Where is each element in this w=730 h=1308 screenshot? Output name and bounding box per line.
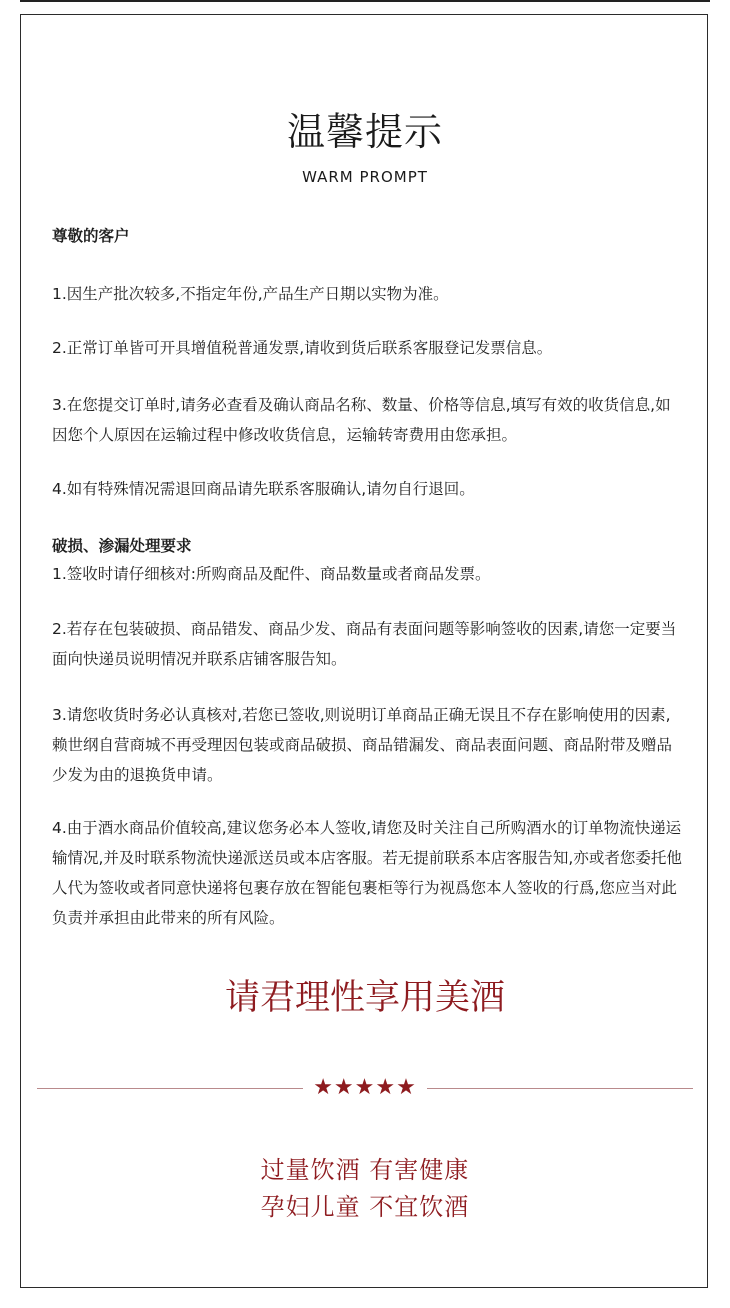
section1-item-1: 1.因生产批次较多,不指定年份,产品生产日期以实物为准。 <box>52 285 449 303</box>
page-subtitle: WARM PROMPT <box>302 168 428 186</box>
section1-item-3: 3.在您提交订单时,请务必查看及确认商品名称、数量、价格等信息,填写有效的收货信息,如因您个人原因在运输过程中修改收货信息，运输转寄费用由您承担。 <box>52 396 671 444</box>
star-rating-icon: ★★★★★ <box>313 1075 417 1100</box>
page-title: 温馨提示 <box>286 110 443 154</box>
section1-item-4: 4.如有特殊情况需退回商品请先联系客服确认,请勿自行退回。 <box>52 480 475 498</box>
section2-item-4: 4.由于酒水商品价值较高,建议您务必本人签收,请您及时关注自己所购酒水的订单物流快递运输情况,并及时联系物流快递派送员或本店客服。若无提前联系本店客服告知,亦或者您委托他人代为签收或者同意快递将包裹存放在智能包裹柜等行为视爲您本人签收的行爲,您应当对此负责并承担由此带来的所有风险。 <box>52 819 682 927</box>
section1-heading: 尊敬的客户 <box>52 227 130 245</box>
slogan: 请君理性享用美酒 <box>224 978 505 1018</box>
top-rule <box>20 0 710 2</box>
section2-item-1: 1.签收时请仔细核对:所购商品及配件、商品数量或者商品发票。 <box>52 565 491 583</box>
health-warning-line2: 孕妇儿童 不宜饮酒 <box>260 1193 470 1221</box>
section1-item-2: 2.正常订单皆可开具增值税普通发票,请收到货后联系客服登记发票信息。 <box>52 339 553 357</box>
section2-item-3: 3.请您收货时务必认真核对,若您已签收,则说明订单商品正确无误且不存在影响使用的因素,赖世纲自营商城不再受理因包装或商品破损、商品错漏发、商品表面问题、商品附带及赠品少发为由的退换货申请。 <box>52 706 673 784</box>
section2-item-2: 2.若存在包装破损、商品错发、商品少发、商品有表面问题等影响签收的因素,请您一定要当面向快递员说明情况并联系店铺客服告知。 <box>52 620 677 668</box>
health-warning-line1: 过量饮酒 有害健康 <box>260 1156 470 1184</box>
section2-heading: 破损、渗漏处理要求 <box>52 537 192 555</box>
